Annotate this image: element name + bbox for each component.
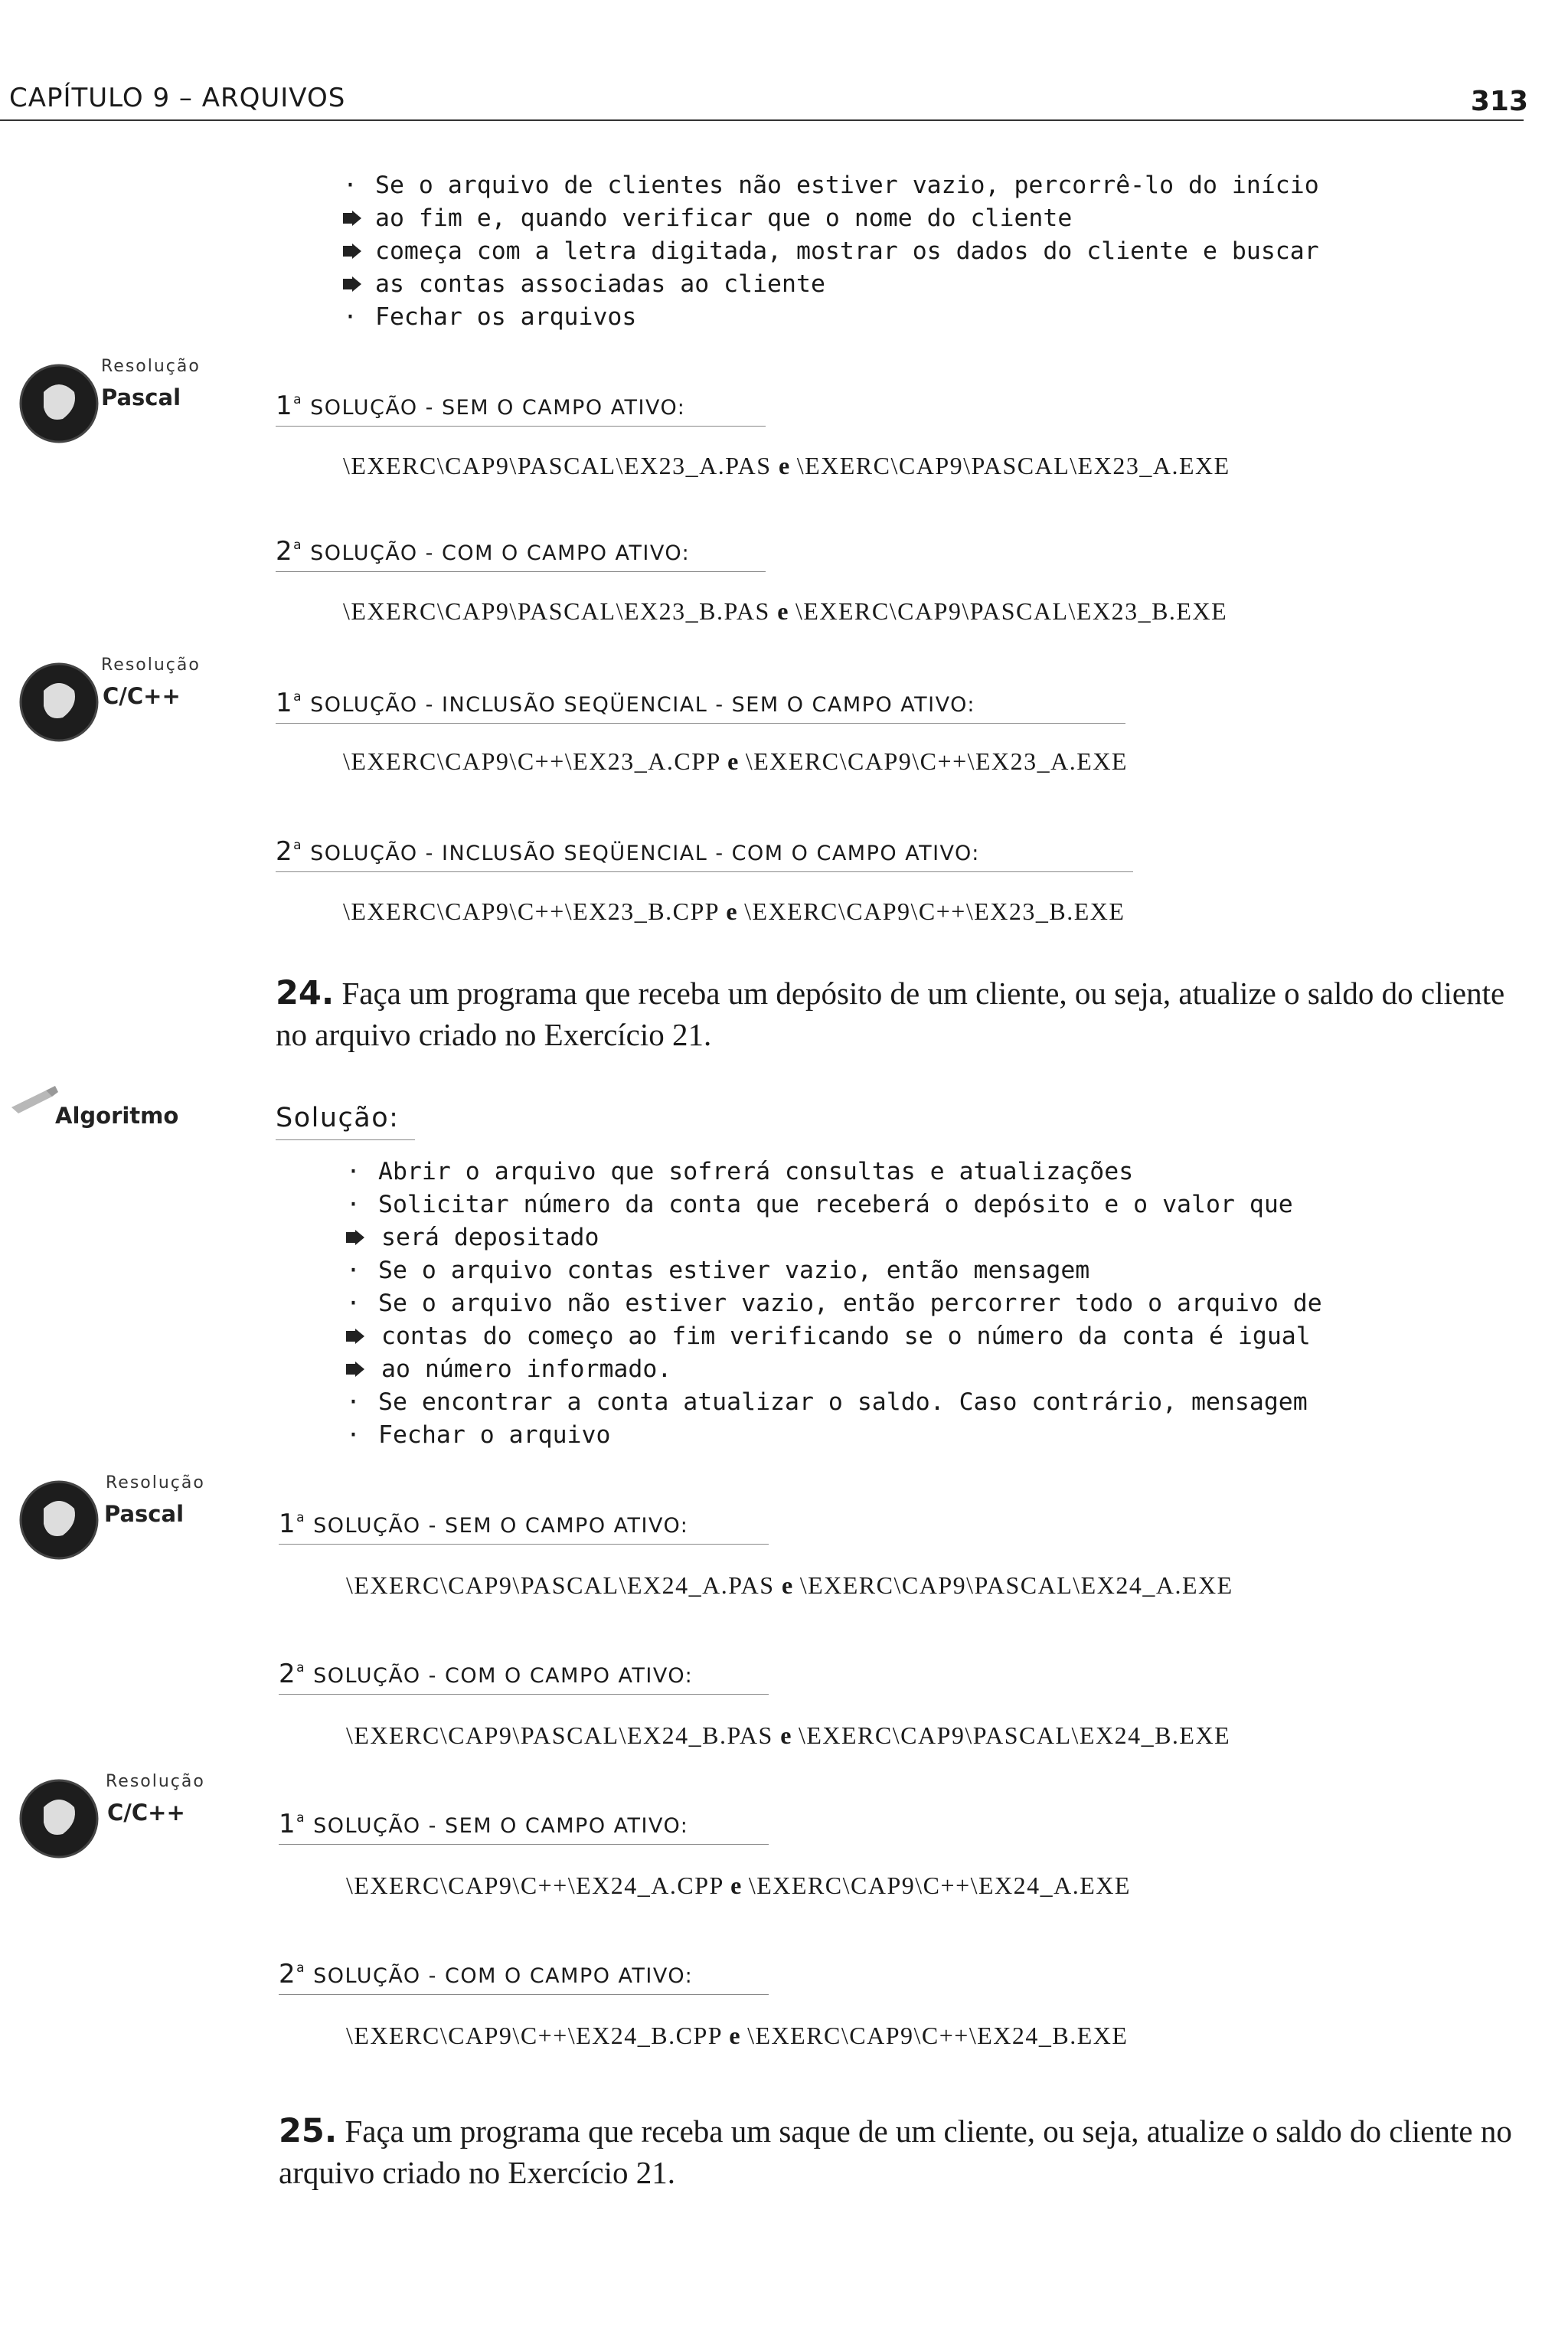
heading-rule — [276, 426, 766, 427]
solution-heading: 1$^a$ SOLUÇÃO - SEM O CAMPO ATIVO: — [279, 1509, 689, 1539]
solution-heading: 2$^a$ SOLUÇÃO - INCLUSÃO SEQÜENCIAL - COM O CAMPO ATIVO: — [276, 836, 980, 867]
bullet-text: começa com a letra digitada, mostrar os dados do cliente e buscar — [375, 237, 1319, 265]
file-path-line: \EXERC\CAP9\C++\EX23_B.CPP e \EXERC\CAP9\C++\EX23_B.EXE — [343, 897, 1125, 925]
continuation-arrow-icon — [341, 276, 361, 292]
bullet-text: as contas associadas ao cliente — [375, 270, 825, 298]
bullet-dot: · — [346, 1158, 361, 1185]
exercise-text: Faça um programa que receba um depósito de um cliente, ou seja, atualize o saldo do cliente no arquivo criado no Exercício 21. — [276, 976, 1505, 1052]
exercise-24 — [276, 973, 1516, 1055]
heading-rule — [279, 1694, 769, 1695]
badge-language: Pascal — [101, 384, 181, 410]
exercise-number: 25. — [279, 2112, 338, 2150]
heading-rule — [276, 871, 1133, 872]
bullet-dot: · — [346, 1421, 361, 1449]
bullet-text: Abrir o arquivo que sofrerá consultas e atualizações — [378, 1158, 1134, 1185]
solution-heading: 2$^a$ SOLUÇÃO - COM O CAMPO ATIVO: — [279, 1659, 694, 1689]
badge-language: C/C++ — [107, 1800, 185, 1826]
heading-rule — [279, 1994, 769, 1995]
badge-small-label: Resolução — [106, 1772, 205, 1791]
resolucao-pascal-badge — [17, 1467, 247, 1551]
continuation-arrow-icon — [345, 1230, 364, 1245]
exercise-number: 24. — [276, 974, 335, 1012]
header-rule — [0, 119, 1524, 121]
algoritmo-badge — [8, 1080, 237, 1141]
heading-rule — [279, 1544, 769, 1545]
heading-rule — [279, 1844, 769, 1845]
file-path-line: \EXERC\CAP9\PASCAL\EX23_B.PAS e \EXERC\CAP9\PASCAL\EX23_B.EXE — [343, 597, 1228, 625]
disc-icon — [17, 1478, 101, 1562]
badge-small-label: Resolução — [101, 655, 201, 675]
heading-rule — [276, 1139, 415, 1140]
bullet-text: Solicitar número da conta que receberá o depósito e o valor que — [378, 1191, 1293, 1218]
resolucao-cpp-badge — [17, 649, 247, 734]
heading-rule — [276, 571, 766, 572]
running-head: CAPÍTULO 9 – ARQUIVOS — [9, 83, 346, 113]
solution-heading: 1$^a$ SOLUÇÃO - SEM O CAMPO ATIVO: — [276, 391, 686, 421]
solution-heading: 2$^a$ SOLUÇÃO - COM O CAMPO ATIVO: — [279, 1959, 694, 1989]
resolucao-pascal-badge — [17, 351, 247, 435]
badge-language: C/C++ — [103, 683, 181, 709]
bullet-text: Se encontrar a conta atualizar o saldo. Caso contrário, mensagem — [378, 1388, 1308, 1416]
bullet-text: Se o arquivo contas estiver vazio, então mensagem — [378, 1257, 1090, 1284]
badge-language: Algoritmo — [55, 1103, 179, 1129]
bullet-text: contas do começo ao fim verificando se o número da conta é igual — [381, 1322, 1311, 1350]
bullet-dot: · — [346, 1257, 361, 1284]
page-number: 313 — [1470, 86, 1528, 117]
bullet-text: Se o arquivo de clientes não estiver vazio, percorrê-lo do início — [375, 172, 1319, 199]
solution-heading: 2$^a$ SOLUÇÃO - COM O CAMPO ATIVO: — [276, 536, 691, 567]
exercise-text: Faça um programa que receba um saque de um cliente, ou seja, atualize o saldo do cliente no arquivo criado no Exercício 21. — [279, 2114, 1512, 2190]
continuation-arrow-icon — [345, 1362, 364, 1377]
file-path-line: \EXERC\CAP9\PASCAL\EX24_B.PAS e \EXERC\CAP9\PASCAL\EX24_B.EXE — [346, 1721, 1231, 1749]
bullet-text: ao número informado. — [381, 1355, 672, 1383]
heading-rule — [276, 723, 1125, 724]
solution-heading: 1$^a$ SOLUÇÃO - SEM O CAMPO ATIVO: — [279, 1809, 689, 1839]
continuation-arrow-icon — [341, 211, 361, 226]
bullet-text: Se o arquivo não estiver vazio, então percorrer todo o arquivo de — [378, 1290, 1322, 1317]
badge-small-label: Resolução — [106, 1473, 205, 1492]
disc-icon — [17, 1777, 101, 1861]
file-path-line: \EXERC\CAP9\C++\EX24_B.CPP e \EXERC\CAP9\C++\EX24_B.EXE — [346, 2022, 1129, 2049]
file-path-line: \EXERC\CAP9\PASCAL\EX24_A.PAS e \EXERC\CAP9\PASCAL\EX24_A.EXE — [346, 1571, 1233, 1599]
bullet-text: ao fim e, quando verificar que o nome do cliente — [375, 204, 1073, 232]
bullet-dot: · — [346, 1388, 361, 1416]
badge-language: Pascal — [104, 1501, 185, 1527]
bullet-dot: · — [346, 1191, 361, 1218]
solucao-heading: Solução: — [276, 1103, 400, 1133]
resolucao-cpp-badge — [17, 1766, 247, 1850]
disc-icon — [17, 361, 101, 446]
continuation-arrow-icon — [345, 1329, 364, 1344]
file-path-line: \EXERC\CAP9\C++\EX24_A.CPP e \EXERC\CAP9\C++\EX24_A.EXE — [346, 1872, 1131, 1899]
exercise-25 — [279, 2110, 1519, 2193]
pencil-icon — [8, 1084, 61, 1115]
bullet-text: Fechar o arquivo — [378, 1421, 611, 1449]
file-path-line: \EXERC\CAP9\PASCAL\EX23_A.PAS e \EXERC\CAP9\PASCAL\EX23_A.EXE — [343, 452, 1230, 479]
bullet-dot: · — [346, 1290, 361, 1317]
bullet-dot: · — [343, 172, 358, 199]
continuation-arrow-icon — [341, 244, 361, 259]
badge-small-label: Resolução — [101, 357, 201, 376]
bullet-text: será depositado — [381, 1224, 599, 1251]
disc-icon — [17, 660, 101, 744]
file-path-line: \EXERC\CAP9\C++\EX23_A.CPP e \EXERC\CAP9\C++\EX23_A.EXE — [343, 747, 1128, 775]
bullet-text: Fechar os arquivos — [375, 303, 637, 331]
bullet-dot: · — [343, 303, 358, 331]
solution-heading: 1$^a$ SOLUÇÃO - INCLUSÃO SEQÜENCIAL - SEM O CAMPO ATIVO: — [276, 688, 975, 718]
